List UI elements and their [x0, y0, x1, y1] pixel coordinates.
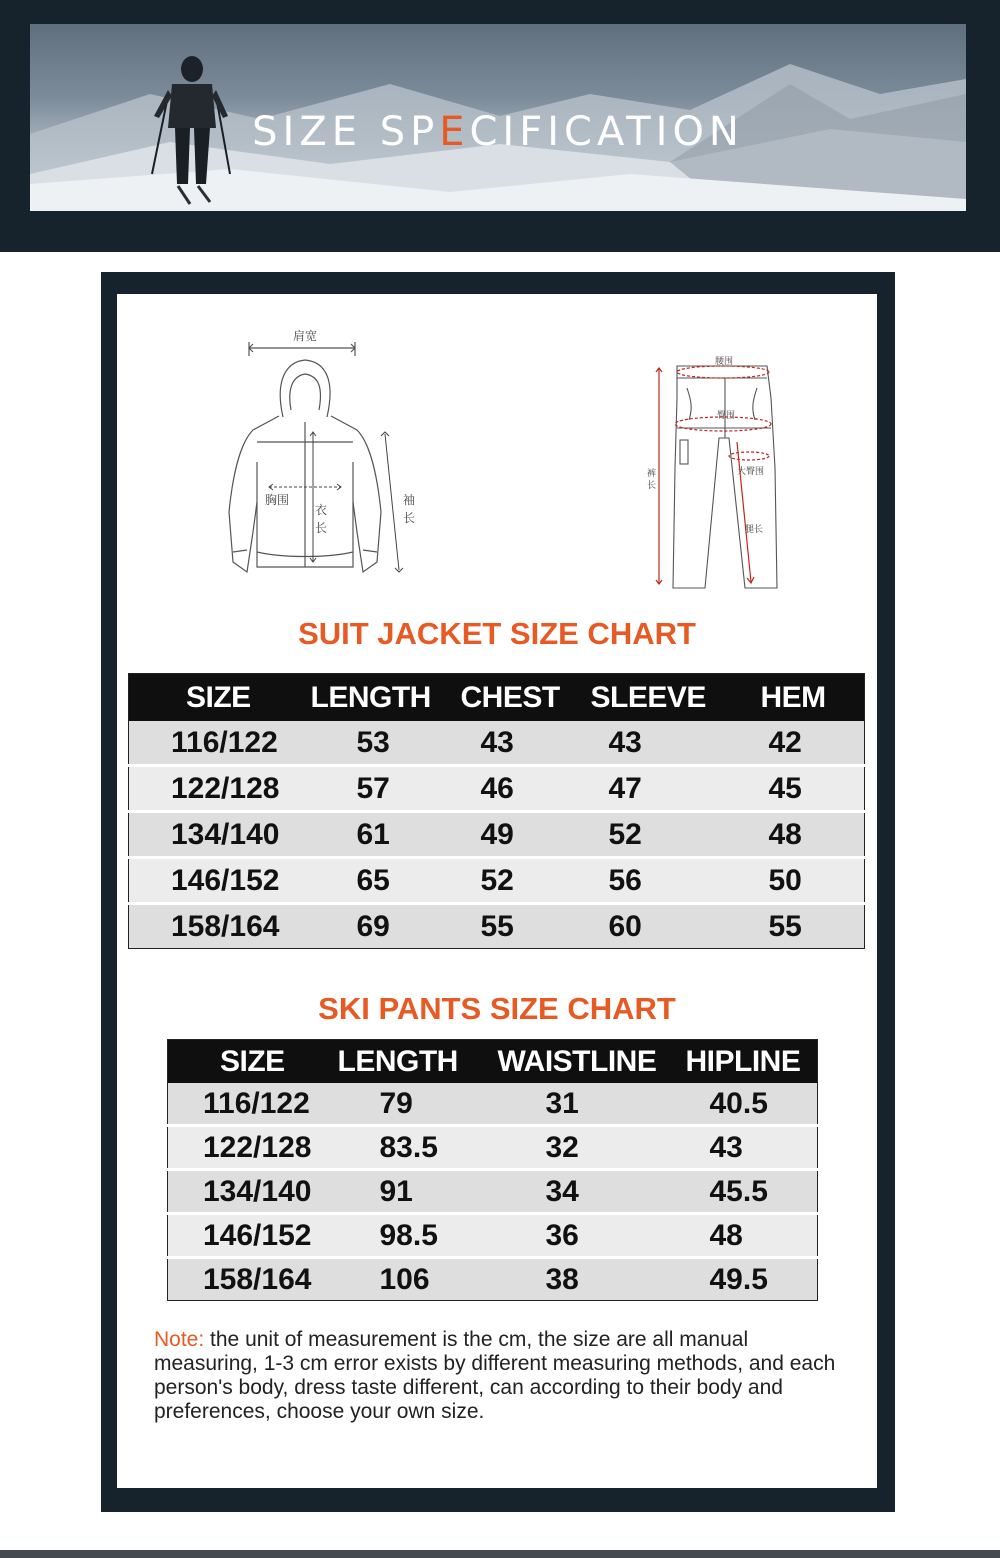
table-cell: 49	[449, 812, 579, 858]
chest-label: 胸围	[265, 493, 290, 507]
table-row	[168, 1258, 818, 1301]
table-cell: 79	[338, 1083, 498, 1126]
table-cell: 116/122	[129, 721, 299, 766]
column-header-hem: HEM	[739, 674, 865, 722]
table-cell: 134/140	[168, 1170, 338, 1214]
measurement-note	[154, 1328, 854, 1424]
table-cell: 91	[338, 1170, 498, 1214]
table-cell: 32	[498, 1126, 678, 1170]
table-cell: 40.5	[678, 1083, 818, 1126]
hip-label: 臀围	[717, 411, 736, 421]
column-header-length: LENGTH	[299, 674, 449, 722]
jacket-diagram	[213, 322, 443, 584]
page-title: SIZE SPECIFICATION	[252, 109, 744, 155]
title-accent-letter: E	[439, 109, 470, 155]
content-frame	[101, 272, 895, 1512]
table-cell: 83.5	[338, 1126, 498, 1170]
table-cell: 158/164	[129, 904, 299, 949]
shoulder-width-label: 肩宽	[293, 329, 318, 343]
table-cell: 43	[678, 1126, 818, 1170]
header-banner	[30, 24, 966, 211]
table-cell: 52	[579, 812, 739, 858]
table-cell: 45.5	[678, 1170, 818, 1214]
table-cell: 49.5	[678, 1258, 818, 1301]
table-cell: 45	[739, 766, 865, 812]
table-cell: 57	[299, 766, 449, 812]
table-cell: 146/152	[168, 1214, 338, 1258]
table-cell: 46	[449, 766, 579, 812]
table-cell: 60	[579, 904, 739, 949]
column-header-chest: CHEST	[449, 674, 579, 722]
table-cell: 122/128	[129, 766, 299, 812]
table-cell: 55	[449, 904, 579, 949]
table-cell: 53	[299, 721, 449, 766]
pants-length-label-bottom: 长	[647, 481, 657, 491]
table-cell: 34	[498, 1170, 678, 1214]
table-cell: 56	[579, 858, 739, 904]
note-text: the unit of measurement is the cm, the size are all manual measuring, 1-3 cm error exists by different measuring methods, and each person's body, dress taste different, can according to their body and preferences, choose your own size.	[154, 1328, 836, 1423]
column-header-hipline: HIPLINE	[678, 1040, 818, 1084]
table-row	[168, 1083, 818, 1126]
table-header-row	[129, 674, 865, 722]
column-header-size: SIZE	[129, 674, 299, 722]
column-header-waistline: WAISTLINE	[498, 1040, 678, 1084]
table-cell: 52	[449, 858, 579, 904]
pants-length-label-top: 裤	[647, 469, 657, 479]
table-cell: 48	[739, 812, 865, 858]
table-row	[129, 721, 865, 766]
pants-chart-title: SKI PANTS SIZE CHART	[318, 991, 676, 1026]
bottom-strip	[0, 1550, 1000, 1558]
table-cell: 61	[299, 812, 449, 858]
jacket-chart-title: SUIT JACKET SIZE CHART	[298, 616, 696, 651]
table-cell: 48	[678, 1214, 818, 1258]
table-cell: 122/128	[168, 1126, 338, 1170]
table-cell: 36	[498, 1214, 678, 1258]
table-cell: 106	[338, 1258, 498, 1301]
table-cell: 38	[498, 1258, 678, 1301]
length-label-bottom: 长	[315, 521, 328, 535]
leg-length-label: 腿长	[745, 525, 764, 535]
table-row	[129, 766, 865, 812]
jacket-size-table	[128, 673, 865, 949]
table-row	[168, 1170, 818, 1214]
table-cell: 50	[739, 858, 865, 904]
column-header-size: SIZE	[168, 1040, 338, 1084]
table-cell: 116/122	[168, 1083, 338, 1126]
table-row	[129, 858, 865, 904]
table-cell: 158/164	[168, 1258, 338, 1301]
column-header-sleeve: SLEEVE	[579, 674, 739, 722]
table-cell: 55	[739, 904, 865, 949]
column-header-length: LENGTH	[338, 1040, 498, 1084]
table-row	[129, 812, 865, 858]
pants-size-table	[167, 1039, 818, 1301]
note-label: Note:	[154, 1328, 205, 1351]
waist-label: 腰围	[715, 357, 734, 367]
table-cell: 43	[579, 721, 739, 766]
table-header-row	[168, 1040, 818, 1084]
table-cell: 98.5	[338, 1214, 498, 1258]
table-cell: 43	[449, 721, 579, 766]
table-cell: 69	[299, 904, 449, 949]
table-row	[168, 1126, 818, 1170]
sleeve-label-bottom: 长	[403, 511, 416, 525]
content-panel	[117, 294, 877, 1488]
table-row	[168, 1214, 818, 1258]
thigh-label: 大臀围	[737, 467, 765, 477]
table-cell: 42	[739, 721, 865, 766]
table-cell: 146/152	[129, 858, 299, 904]
table-row	[129, 904, 865, 949]
table-cell: 65	[299, 858, 449, 904]
pants-diagram	[647, 328, 797, 590]
table-cell: 31	[498, 1083, 678, 1126]
table-cell: 134/140	[129, 812, 299, 858]
length-label-top: 衣	[315, 503, 328, 517]
sleeve-label-top: 袖	[403, 493, 416, 507]
table-cell: 47	[579, 766, 739, 812]
